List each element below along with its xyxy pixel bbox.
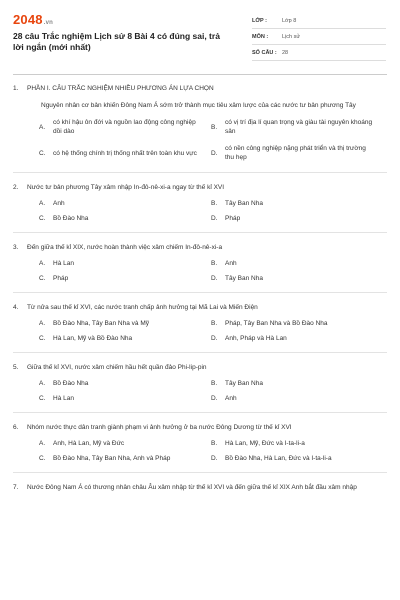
answer-options xyxy=(39,259,387,283)
answer-options xyxy=(39,439,387,463)
option-text: Tây Ban Nha xyxy=(225,380,263,387)
option-text: Anh xyxy=(225,395,237,402)
option-text: Hà Lan xyxy=(53,260,74,267)
answer-option[interactable] xyxy=(39,214,211,223)
option-letter: A. xyxy=(39,200,46,207)
meta-row-subject xyxy=(252,29,386,45)
section-heading xyxy=(13,84,387,93)
question-divider xyxy=(13,292,387,293)
answer-option[interactable] xyxy=(211,143,383,163)
question-divider xyxy=(13,472,387,473)
option-letter: B. xyxy=(211,380,218,387)
option-letter: A. xyxy=(39,440,46,447)
option-text: có nền công nghiệp nặng phát triển và thị trường thu hẹp xyxy=(225,145,366,161)
option-letter: D. xyxy=(211,275,218,282)
question-item xyxy=(13,183,387,192)
meta-label: MÔN : xyxy=(252,33,269,40)
answer-option[interactable] xyxy=(39,199,211,208)
question-text: Nước tư bản phương Tây xâm nhập In-đô-nê-xi-a ngay từ thế kỉ XVI xyxy=(27,184,225,191)
question-divider xyxy=(13,412,387,413)
option-text: Tây Ban Nha xyxy=(225,200,263,207)
question-text: Nước Đông Nam Á có thương nhân châu Âu xâm nhập từ thế kỉ XVI và đến giữa thế kỉ XIX Anh bắt đầu xâm nhập xyxy=(27,484,357,491)
meta-value: Lớp 8 xyxy=(282,17,297,24)
logo-suffix: .vn xyxy=(43,20,54,26)
option-text: có khí hậu ôn đới và nguồn lao động công nghiệp dồi dào xyxy=(53,119,196,135)
section-title: PHẦN I. CÂU TRẮC NGHIỆM NHIỀU PHƯƠNG ÁN LỰA CHỌN xyxy=(27,85,214,92)
answer-option[interactable] xyxy=(39,334,211,343)
option-letter: C. xyxy=(39,215,46,222)
question-block xyxy=(13,303,387,353)
answer-options xyxy=(39,319,387,343)
more-questions xyxy=(13,183,387,473)
option-letter: C. xyxy=(39,335,46,342)
option-letter: C. xyxy=(39,275,46,282)
question-number: 6. xyxy=(13,424,19,431)
option-text: Bồ Đào Nha, Tây Ban Nha, Anh và Pháp xyxy=(53,455,171,462)
site-logo[interactable] xyxy=(13,12,53,27)
header-divider xyxy=(13,74,387,75)
question-block xyxy=(13,183,387,233)
option-text: Anh, Pháp và Hà Lan xyxy=(225,335,287,342)
answer-option[interactable] xyxy=(211,274,383,283)
answer-option[interactable] xyxy=(39,274,211,283)
answer-options xyxy=(39,199,387,223)
answer-option[interactable] xyxy=(211,319,383,328)
answer-option[interactable] xyxy=(39,319,211,328)
question-number: 7. xyxy=(13,484,19,491)
option-letter: B. xyxy=(211,123,218,131)
answer-option[interactable] xyxy=(211,379,383,388)
option-text: Bồ Đào Nha xyxy=(53,215,89,222)
question-item xyxy=(13,423,387,432)
option-text: Hà Lan, Mỹ và Bồ Đào Nha xyxy=(53,335,133,342)
answer-option[interactable] xyxy=(211,117,383,137)
answer-option[interactable] xyxy=(39,454,211,463)
question-stem: Nguyên nhân cơ bản khiến Đông Nam Á sớm trở thành mục tiêu xâm lược của các nước tư bản phương Tây xyxy=(41,102,356,109)
meta-row-class xyxy=(252,13,386,29)
option-text: Pháp xyxy=(53,275,69,282)
option-letter: A. xyxy=(39,320,46,327)
option-letter: D. xyxy=(211,215,218,222)
option-letter: A. xyxy=(39,123,46,131)
answer-option[interactable] xyxy=(211,199,383,208)
question-text: Nhóm nước thực dân tranh giành phạm vi ảnh hưởng ở ba nước Đông Dương từ thế kỉ XVI xyxy=(27,424,292,431)
option-letter: D. xyxy=(211,335,218,342)
meta-value: Lịch sử xyxy=(282,33,301,40)
question-number: 2. xyxy=(13,184,19,191)
option-text: Hà Lan, Mỹ, Đức và I-ta-li-a xyxy=(225,440,305,447)
question-text: Từ nửa sau thế kỉ XVI, các nước tranh chấp ảnh hưởng tại Mã Lai và Miến Điện xyxy=(27,304,258,311)
option-letter: C. xyxy=(39,395,46,402)
question-block xyxy=(13,243,387,293)
question-item xyxy=(13,483,387,492)
question-text: Giữa thế kỉ XVI, nước xâm chiếm hầu hết quần đảo Phi-lip-pin xyxy=(27,364,207,371)
logo-text: 2048 xyxy=(13,12,43,27)
option-letter: B. xyxy=(211,200,218,207)
answer-options xyxy=(39,117,387,163)
option-letter: C. xyxy=(39,149,46,157)
answer-option[interactable] xyxy=(39,394,211,403)
option-letter: A. xyxy=(39,380,46,387)
answer-option[interactable] xyxy=(39,439,211,448)
option-text: có hệ thống chính trị thống nhất trên toàn khu vực xyxy=(53,149,197,157)
option-text: Bồ Đào Nha xyxy=(53,380,89,387)
answer-option[interactable] xyxy=(211,259,383,268)
option-text: Pháp xyxy=(225,215,241,222)
question-number: 1. xyxy=(13,85,19,92)
question-list xyxy=(13,80,387,492)
question-block xyxy=(13,423,387,473)
answer-options xyxy=(39,379,387,403)
option-text: Anh xyxy=(225,260,237,267)
option-letter: B. xyxy=(211,260,218,267)
question-divider xyxy=(13,172,387,173)
option-letter: D. xyxy=(211,455,218,462)
option-text: có vị trí địa lí quan trọng và giàu tài nguyên khoáng sản xyxy=(225,119,373,135)
option-letter: B. xyxy=(211,440,218,447)
answer-option[interactable] xyxy=(211,334,383,343)
answer-option[interactable] xyxy=(211,454,383,463)
answer-option[interactable] xyxy=(211,439,383,448)
option-text: Hà Lan xyxy=(53,395,74,402)
question-divider xyxy=(13,352,387,353)
question-number: 3. xyxy=(13,244,19,251)
question-item xyxy=(13,303,387,312)
answer-option[interactable] xyxy=(211,214,383,223)
document-meta xyxy=(252,13,386,61)
answer-option[interactable] xyxy=(39,379,211,388)
question-item xyxy=(13,363,387,372)
option-letter: C. xyxy=(39,455,46,462)
option-letter: B. xyxy=(211,320,218,327)
question-number: 5. xyxy=(13,364,19,371)
option-text: Anh, Hà Lan, Mỹ và Đức xyxy=(53,440,125,447)
question-divider xyxy=(13,232,387,233)
meta-value: 28 xyxy=(282,49,289,56)
meta-label: LỚP : xyxy=(252,17,267,24)
option-text: Bồ Đào Nha, Hà Lan, Đức và I-ta-li-a xyxy=(225,455,332,462)
question-block xyxy=(13,363,387,413)
answer-option[interactable] xyxy=(39,259,211,268)
option-letter: D. xyxy=(211,395,218,402)
option-text: Bồ Đào Nha, Tây Ban Nha và Mỹ xyxy=(53,320,149,327)
answer-option[interactable] xyxy=(39,117,211,137)
page-title: 28 câu Trắc nghiệm Lịch sử 8 Bài 4 có đúng sai, trả lời ngắn (mới nhất) xyxy=(13,31,220,52)
question-text: Đến giữa thế kỉ XIX, nước hoàn thành việc xâm chiếm In-đô-nê-xi-a xyxy=(27,244,223,251)
meta-label: SỐ CÂU : xyxy=(252,49,277,56)
option-text: Anh xyxy=(53,200,65,207)
question-number: 4. xyxy=(13,304,19,311)
option-letter: D. xyxy=(211,149,218,157)
answer-option[interactable] xyxy=(211,394,383,403)
option-letter: A. xyxy=(39,260,46,267)
answer-option[interactable] xyxy=(39,143,211,163)
option-text: Pháp, Tây Ban Nha và Bồ Đào Nha xyxy=(225,320,328,327)
question-item xyxy=(13,243,387,252)
meta-row-count xyxy=(252,45,386,61)
option-text: Tây Ban Nha xyxy=(225,275,263,282)
